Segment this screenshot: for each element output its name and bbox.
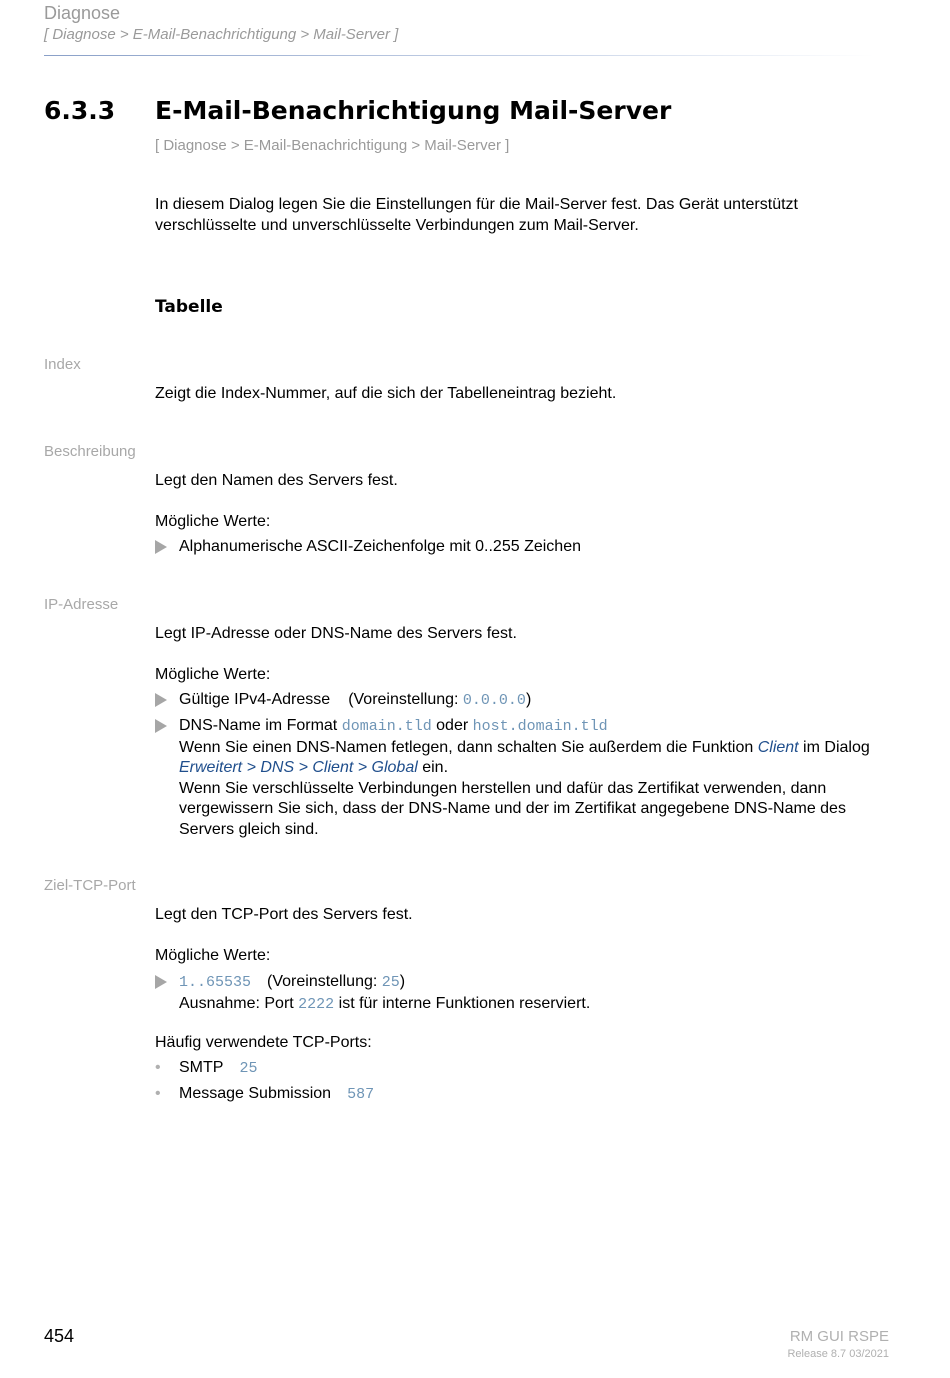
values-label-beschreibung: Mögliche Werte:: [155, 513, 271, 530]
certificate-note: Wenn Sie verschlüsselte Verbindungen herstellen und dafür das Zertifikat verwenden, dann vergewissern Sie sich, dass der DNS-Name und der im Zertifikat angegebene DNS-Name des Servers gleich sind.: [179, 779, 846, 838]
footer-product: RM GUI RSPE: [789, 1328, 889, 1345]
subheading-tabelle: Tabelle: [155, 297, 223, 317]
section-path: [ Diagnose > E-Mail-Benachrichtigung > Mail-Server ]: [155, 137, 510, 154]
list-item: [155, 1084, 890, 1106]
header-divider: [44, 55, 874, 56]
bullet-text: [179, 716, 890, 840]
dns-note-text: Wenn Sie einen DNS-Namen fetlegen, dann schalten Sie außerdem die Funktion: [179, 738, 758, 756]
values-label-port: Mögliche Werte:: [155, 947, 271, 964]
port-name: SMTP: [179, 1059, 224, 1076]
exception-text-2: ist für interne Funktionen reserviert.: [334, 994, 591, 1012]
param-label-port: Ziel-TCP-Port: [44, 877, 136, 894]
mono-host-domain: host.domain.tld: [472, 718, 608, 735]
triangle-bullet-icon: [155, 975, 167, 989]
port-number: 25: [239, 1060, 258, 1077]
default-suffix: ): [525, 691, 532, 708]
list-item: [155, 537, 890, 558]
port-range: 1..65535: [179, 974, 252, 991]
param-label-index: Index: [44, 356, 81, 373]
running-header-path: [ Diagnose > E-Mail-Benachrichtigung > Mail-Server ]: [44, 26, 399, 43]
default-prefix: (Voreinstellung:: [267, 973, 382, 990]
param-desc-ip: Legt IP-Adresse oder DNS-Name des Servers fest.: [155, 625, 517, 642]
triangle-bullet-icon: [155, 693, 167, 707]
dns-note-text-3: ein.: [417, 759, 449, 776]
default-value: 0.0.0.0: [462, 692, 526, 709]
section-title: E-Mail-Benachrichtigung Mail-Server: [155, 96, 672, 125]
or-text: oder: [431, 717, 473, 734]
port-number: 587: [347, 1086, 375, 1103]
running-header-title: Diagnose: [44, 3, 121, 23]
triangle-bullet-icon: [155, 540, 167, 554]
param-desc-beschreibung: Legt den Namen des Servers fest.: [155, 472, 398, 489]
list-item: [155, 716, 890, 840]
link-client[interactable]: Client: [757, 738, 799, 756]
bullet-text: [179, 1084, 890, 1106]
reserved-port: 2222: [298, 995, 335, 1013]
param-desc-port: Legt den TCP-Port des Servers fest.: [155, 906, 413, 923]
values-label-ip: Mögliche Werte:: [155, 666, 271, 683]
exception-text: Ausnahme: Port: [179, 994, 299, 1012]
ipv4-text: Gültige IPv4-Adresse: [179, 691, 331, 708]
dot-bullet-icon: •: [155, 1085, 161, 1102]
param-label-ip: IP-Adresse: [44, 596, 119, 613]
list-item: [155, 972, 890, 1015]
param-label-beschreibung: Beschreibung: [44, 443, 136, 460]
dns-text: DNS-Name im Format: [179, 717, 342, 734]
section-intro: In diesem Dialog legen Sie die Einstellungen für die Mail-Server fest. Das Gerät unterstützt verschlüsselte und unverschlüsselte Verbindungen zum Mail-Server.: [155, 196, 798, 234]
list-item: [155, 1058, 890, 1080]
page-number: 454: [44, 1326, 75, 1346]
link-dns-client-global[interactable]: Erweitert > DNS > Client > Global: [179, 759, 418, 776]
triangle-bullet-icon: [155, 719, 167, 733]
param-desc-index: Zeigt die Index-Nummer, auf die sich der Tabelleneintrag bezieht.: [155, 385, 617, 402]
port-name: Message Submission: [179, 1085, 332, 1102]
section-number: 6.3.3: [44, 96, 116, 125]
default-value: 25: [381, 974, 400, 991]
bullet-text: [179, 1058, 890, 1080]
bullet-text: [179, 972, 890, 1015]
default-prefix: (Voreinstellung:: [348, 691, 463, 708]
mono-domain: domain.tld: [341, 718, 432, 735]
common-ports-label: Häufig verwendete TCP-Ports:: [155, 1034, 372, 1051]
dns-note-text-2: im Dialog: [798, 738, 870, 756]
dot-bullet-icon: •: [155, 1059, 161, 1076]
bullet-text: Alphanumerische ASCII-Zeichenfolge mit 0..255 Zeichen: [179, 538, 581, 555]
list-item: [155, 690, 890, 712]
bullet-text: [179, 690, 890, 712]
default-suffix: ): [399, 973, 406, 990]
footer-release: Release 8.7 03/2021: [787, 1348, 889, 1360]
